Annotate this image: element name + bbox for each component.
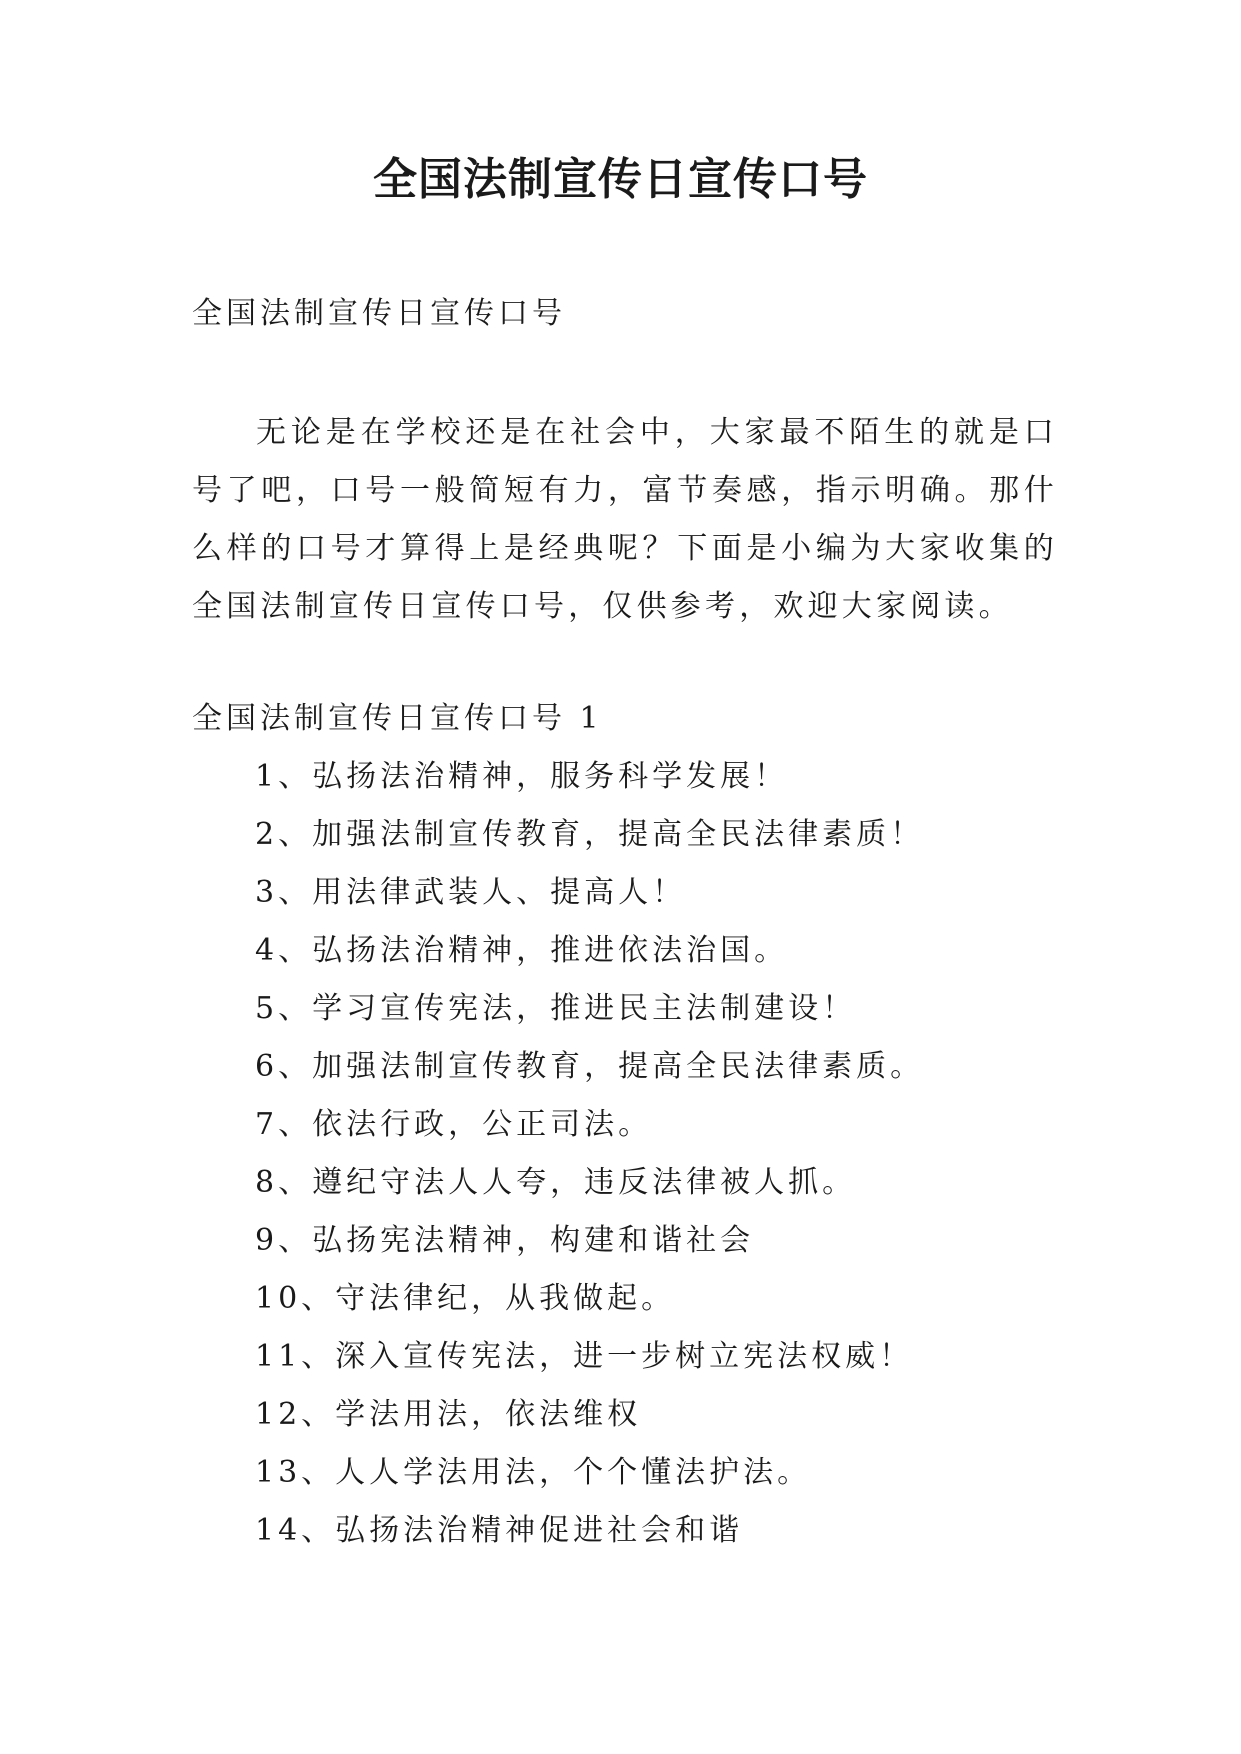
slogan-item: 10、守法律纪，从我做起。 [255,1281,676,1316]
slogan-item: 9、弘扬宪法精神，构建和谐社会 [255,1223,755,1258]
slogan-item: 1、弘扬法治精神，服务科学发展！ [255,759,789,794]
document-subtitle: 全国法制宣传日宣传口号 [192,296,566,331]
slogan-item: 11、深入宣传宪法，进一步树立宪法权威！ [255,1339,914,1374]
slogan-item: 3、用法律武装人、提高人！ [255,875,687,910]
slogan-item: 13、人人学法用法，个个懂法护法。 [255,1455,812,1490]
slogan-item: 2、加强法制宣传教育，提高全民法律素质！ [255,817,925,852]
slogan-item: 14、弘扬法治精神促进社会和谐 [255,1513,744,1548]
slogan-item: 4、弘扬法治精神，推进依法治国。 [255,933,789,968]
slogan-item: 7、依法行政，公正司法。 [255,1107,653,1142]
slogan-item: 8、遵纪守法人人夸，违反法律被人抓。 [255,1165,857,1200]
slogan-item: 6、加强法制宣传教育，提高全民法律素质。 [255,1049,925,1084]
document-title: 全国法制宣传日宣传口号 [373,154,868,205]
slogan-item: 12、学法用法，依法维权 [255,1397,642,1432]
slogan-item: 5、学习宣传宪法，推进民主法制建设！ [255,991,857,1026]
section-heading: 全国法制宣传日宣传口号 1 [192,701,603,736]
intro-paragraph: 无论是在学校还是在社会中，大家最不陌生的就是口号了吧，口号一般简短有力，富节奏感，指示明确。那什么样的口号才算得上是经典呢？下面是小编为大家收集的全国法制宣传日宣传口号，仅供参考，欢迎大家阅读。 [192,415,1058,624]
slogan-list [255,757,924,1569]
